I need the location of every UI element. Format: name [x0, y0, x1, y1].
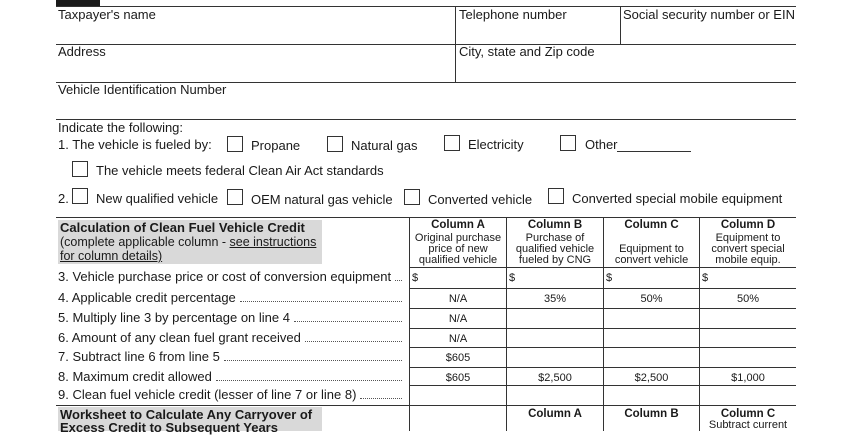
calc-subtitle-prefix: (complete applicable column -: [60, 235, 230, 249]
oem-label: OEM natural gas vehicle: [251, 192, 393, 207]
row-label: 3. Vehicle purchase price or cost of conversion equipment: [58, 269, 392, 284]
column-header-desc: convert vehicle: [614, 254, 689, 266]
col-divider: [506, 217, 507, 431]
cell-b[interactable]: $: [509, 272, 516, 284]
oem-checkbox[interactable]: [227, 189, 243, 205]
column-header-desc: mobile equip.: [715, 254, 781, 266]
converted-special-label: Converted special mobile equipment: [572, 191, 783, 206]
divider: [620, 6, 621, 44]
new-qualified-label: New qualified vehicle: [96, 191, 219, 206]
cell-a[interactable]: N/A: [448, 293, 468, 305]
new-qualified-checkbox[interactable]: [72, 188, 88, 204]
natural-gas-label: Natural gas: [351, 138, 418, 153]
worksheet-col-b: Column B: [624, 408, 679, 420]
col-divider: [603, 217, 604, 431]
worksheet-col-c-sub: Subtract current: [708, 419, 788, 431]
column-header-title: Column B: [527, 219, 583, 231]
cell-c[interactable]: $: [606, 272, 613, 284]
clean-air-checkbox[interactable]: [72, 161, 88, 177]
worksheet-title-2: Excess Credit to Subsequent Years: [60, 420, 278, 435]
propane-label: Propane: [251, 138, 301, 153]
electricity-checkbox[interactable]: [444, 135, 460, 151]
worksheet-col-c: Column C: [720, 408, 776, 420]
row-label: 7. Subtract line 6 from line 5: [58, 349, 220, 364]
address-field[interactable]: [56, 60, 454, 81]
leader-dots: [305, 341, 402, 342]
calc-subtitle-suffix: for column details): [60, 249, 163, 263]
column-header-desc: price of new: [428, 243, 488, 255]
leader-dots: [224, 360, 402, 361]
cell-c[interactable]: 50%: [640, 293, 663, 305]
converted-label: Converted vehicle: [428, 192, 533, 207]
calc-subtitle: [60, 235, 316, 250]
converted-special-checkbox[interactable]: [548, 188, 564, 204]
cell-a[interactable]: $: [412, 272, 419, 284]
taxpayer-name-label: Taxpayer's name: [58, 7, 156, 22]
calc-title: Calculation of Clean Fuel Vehicle Credit: [60, 220, 305, 235]
other-blank[interactable]: [617, 151, 691, 152]
city-field[interactable]: [456, 60, 795, 81]
cell-a[interactable]: $605: [445, 352, 471, 364]
vin-field[interactable]: [56, 98, 795, 118]
cell-c[interactable]: $2,500: [634, 372, 669, 384]
row-label: 6. Amount of any clean fuel grant received: [58, 330, 301, 345]
table-bottom-rule: [56, 405, 796, 406]
clean-air-label: The vehicle meets federal Clean Air Act standards: [96, 163, 384, 178]
propane-checkbox[interactable]: [227, 136, 243, 152]
column-header-title: Column C: [624, 219, 679, 231]
row-label: 8. Maximum credit allowed: [58, 369, 212, 384]
line1-label: 1. The vehicle is fueled by:: [58, 137, 212, 152]
natural-gas-checkbox[interactable]: [327, 136, 343, 152]
row-label: 5. Multiply line 3 by percentage on line 4: [58, 310, 290, 325]
address-label: Address: [58, 44, 106, 59]
cell-a[interactable]: $605: [445, 372, 471, 384]
column-header-title: Column A: [431, 219, 485, 231]
leader-dots: [360, 398, 402, 399]
leader-dots: [294, 321, 402, 322]
leader-dots: [240, 301, 402, 302]
ssn-field[interactable]: [621, 22, 795, 44]
cell-a[interactable]: N/A: [448, 333, 468, 345]
row-label: 4. Applicable credit percentage: [58, 290, 236, 305]
worksheet-title-1: Worksheet to Calculate Any Carryover of: [60, 407, 313, 422]
line2-number: 2.: [58, 191, 69, 206]
column-header-title: Column D: [720, 219, 776, 231]
column-header-desc: Purchase of: [525, 232, 585, 244]
city-label: City, state and Zip code: [459, 44, 595, 59]
converted-checkbox[interactable]: [404, 189, 420, 205]
col-divider: [699, 217, 700, 431]
column-header-desc: Original purchase: [414, 232, 502, 244]
vin-label: Vehicle Identification Number: [58, 82, 227, 97]
table-top-rule: [56, 217, 796, 218]
column-header-desc: Equipment to: [619, 243, 684, 255]
electricity-label: Electricity: [468, 137, 524, 152]
column-header-desc: qualified vehicle: [515, 243, 595, 255]
telephone-field[interactable]: [456, 22, 618, 44]
indicate-label: Indicate the following:: [58, 120, 184, 135]
leader-dots: [395, 280, 402, 281]
cell-d[interactable]: 50%: [736, 293, 760, 305]
cell-d[interactable]: $1,000: [731, 372, 765, 384]
col-divider: [409, 217, 410, 431]
other-checkbox[interactable]: [560, 135, 576, 151]
rule: [56, 44, 796, 45]
other-label: Other: [585, 137, 618, 152]
leader-dots: [216, 380, 402, 381]
column-header-desc: convert special: [711, 243, 785, 255]
cell-b[interactable]: $2,500: [538, 372, 572, 384]
ssn-label: Social security number or EIN: [623, 7, 795, 22]
column-header-desc: Equipment to: [715, 232, 781, 244]
cell-a[interactable]: N/A: [448, 313, 468, 325]
column-header-desc: qualified vehicle: [418, 254, 498, 266]
column-header-desc: fueled by CNG: [518, 254, 592, 266]
worksheet-col-a: Column A: [528, 408, 582, 420]
telephone-label: Telephone number: [459, 7, 567, 22]
cell-d[interactable]: $: [702, 272, 709, 284]
taxpayer-name-field[interactable]: [56, 22, 454, 44]
row-label: 9. Clean fuel vehicle credit (lesser of line 7 or line 8): [58, 387, 357, 402]
cell-b[interactable]: 35%: [543, 293, 567, 305]
instructions-link[interactable]: see instructions: [229, 235, 317, 249]
